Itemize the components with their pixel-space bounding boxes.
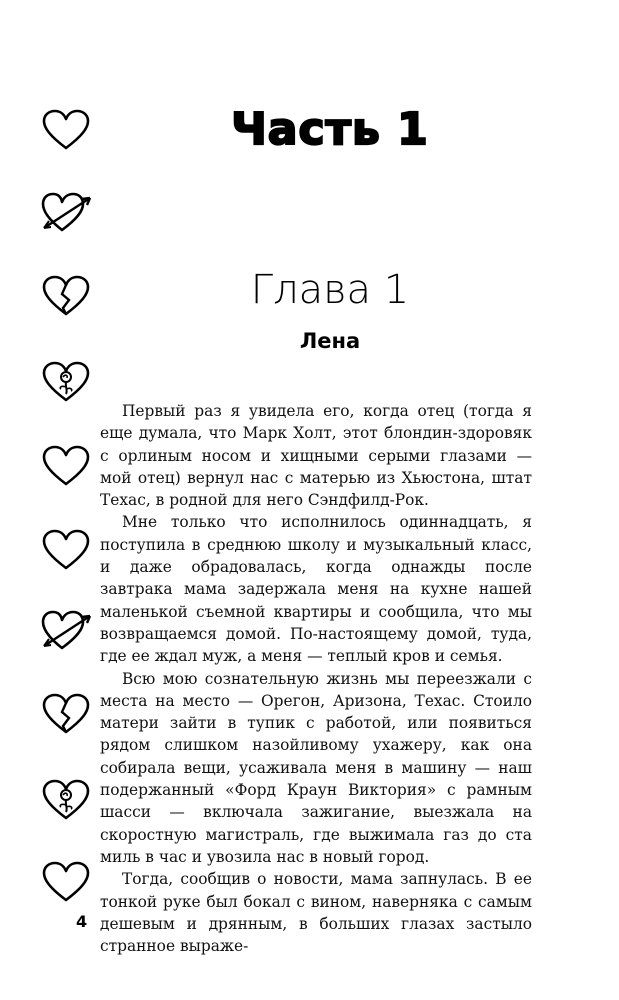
broken-heart-icon bbox=[40, 692, 92, 736]
chapter-subtitle: Лена bbox=[299, 329, 361, 353]
paragraph: Всю мою сознательную жизнь мы переезжали с места на место — Орегон, Аризона, Техас. Стоило матери зайти в тупик с работой, или появиться рядом слишком назойливому ухажеру, как она собирала вещи, усаживала меня в машину — наш подержанный «Форд Краун Виктория» с рамным шасси — включала зажигание, выезжала на скоростную магистраль, где выжимала газ до ста миль в час и увозила нас в новый город. bbox=[100, 669, 532, 866]
heart-icon bbox=[40, 528, 92, 572]
heart-arrow-icon bbox=[40, 190, 92, 234]
heart-rose-icon bbox=[40, 360, 92, 404]
heart-arrow-icon bbox=[40, 608, 92, 652]
heart-icon bbox=[40, 860, 92, 904]
paragraph: Мне только что исполнилось одиннадцать, я поступила в среднюю школу и музыкальный класс, и даже обрадовалась, когда однажды после завтрака мама задержала меня на кухне нашей маленькой съемной квартиры и сообщила, что мы возвращаемся домой. По-настоящему домой, туда, где ее ждал муж, а меня — теплый кров и семья. bbox=[100, 513, 532, 666]
part-title: Часть 1 bbox=[231, 104, 429, 155]
paragraph: Первый раз я увидела его, когда отец (тогда я еще думала, что Марк Холт, этот блондин-здоровяк с орлиным носом и хищными серыми глазами — мой отец) вернул нас с матерью из Хьюстона, штат Техас, в родной для него Сэндфилд-Рок. bbox=[100, 402, 532, 510]
paragraph: Тогда, сообщив о новости, мама запнулась. В ее тонкой руке был бокал с вином, наверняка с самым дешевым и дрянным, в больших глазах застыло странное выраже- bbox=[100, 870, 532, 956]
heart-icon bbox=[40, 108, 92, 152]
page-number: 4 bbox=[76, 912, 88, 931]
heart-icon bbox=[40, 444, 92, 488]
chapter-title: Глава 1 bbox=[250, 267, 410, 313]
heart-rose-icon bbox=[40, 778, 92, 822]
broken-heart-icon bbox=[40, 274, 92, 318]
body-text bbox=[100, 400, 532, 957]
